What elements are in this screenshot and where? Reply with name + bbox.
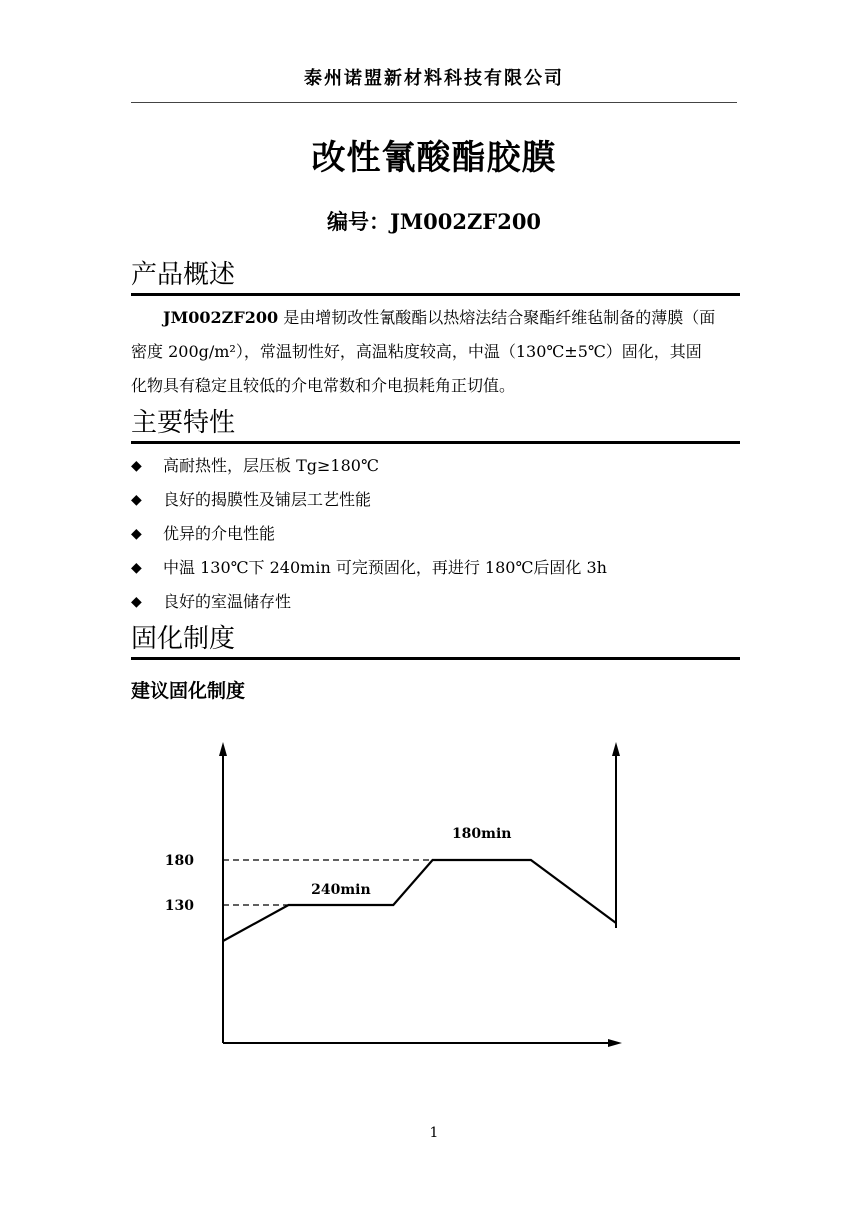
diamond-bullet-icon: ◆ <box>131 526 142 542</box>
diamond-bullet-icon: ◆ <box>131 560 142 576</box>
diamond-bullet-icon: ◆ <box>131 492 142 508</box>
plateau-annotation: 240min <box>311 882 371 898</box>
overview-line-1-text: 是由增韧改性氰酸酯以热熔法结合聚酯纤维毡制备的薄膜（面 <box>283 308 716 327</box>
feature-text: 良好的揭膜性及铺层工艺性能 <box>163 490 372 509</box>
section-heading-features: 主要特性 <box>131 406 740 444</box>
diamond-bullet-icon: ◆ <box>131 458 142 474</box>
y-tick-label: 130 <box>164 898 194 914</box>
product-code: JM002ZF200 <box>163 308 279 327</box>
overview-line-3: 化物具有稳定且较低的介电常数和介电损耗角正切值。 <box>131 376 516 395</box>
section-heading-curing: 固化制度 <box>131 622 740 660</box>
feature-text: 良好的室温储存性 <box>163 592 292 611</box>
company-name: 泰州诺盟新材料科技有限公司 <box>304 68 564 89</box>
feature-text: 中温 130℃下 240min 可完预固化，再进行 180℃后固化 3h <box>163 558 607 577</box>
feature-text: 高耐热性，层压板 Tg≥180℃ <box>163 456 379 475</box>
x-axis-arrow-icon <box>608 1039 622 1047</box>
diamond-bullet-icon: ◆ <box>131 594 142 610</box>
section-heading-overview: 产品概述 <box>131 258 740 296</box>
page-number: 1 <box>429 1125 439 1141</box>
curing-subheading: 建议固化制度 <box>131 680 246 702</box>
overview-line-2: 密度 200g/m²），常温韧性好，高温粘度较高，中温（130℃±5℃）固化，其固 <box>131 342 702 361</box>
feature-text: 优异的介电性能 <box>163 524 276 543</box>
plateau-annotation: 180min <box>451 826 512 842</box>
document-number-value: JM002ZF200 <box>389 209 542 234</box>
y-tick-label: 180 <box>164 853 194 869</box>
right-axis-arrow-icon <box>612 742 620 756</box>
document-number-label: 编号： <box>326 210 390 234</box>
curing-profile-line <box>223 860 616 941</box>
y-axis-arrow-icon <box>219 742 227 756</box>
document-title: 改性氰酸酯胶膜 <box>311 138 557 178</box>
